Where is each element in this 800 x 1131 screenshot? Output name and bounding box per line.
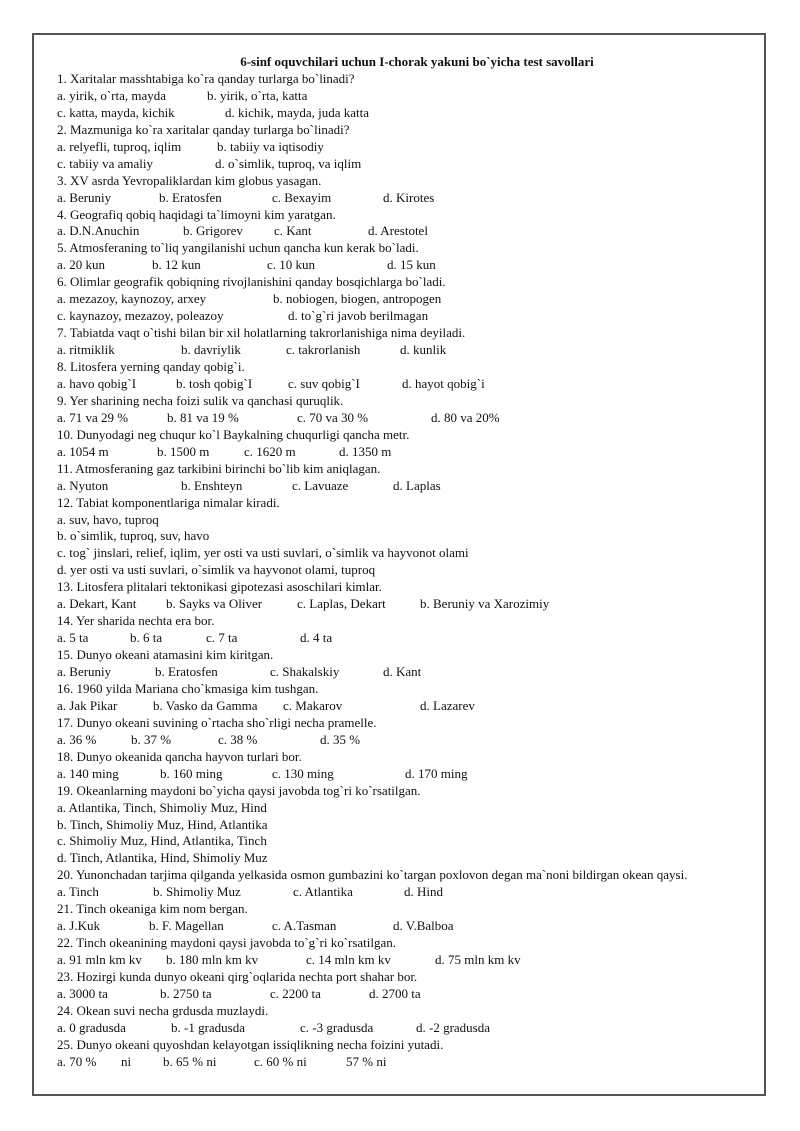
question-9: 9. Yer sharining necha foizi sulik va qanchasi quruqlik. bbox=[57, 392, 344, 408]
question-5: 5. Atmosferaning to`liq yangilanishi uchun qancha kun kerak bo`ladi. bbox=[57, 240, 419, 256]
question-22: 22. Tinch okeanining maydoni qaysi javobda to`g`ri ko`rsatilgan. bbox=[57, 935, 397, 951]
answer-row bbox=[57, 698, 757, 715]
question-21: 21. Tinch okeaniga kim nom bergan. bbox=[57, 901, 248, 917]
answer-option: c. tabiiy va amaliy bbox=[57, 155, 154, 171]
answer-option: a. 70 % bbox=[57, 1053, 97, 1069]
answer-option: a. Nyuton bbox=[57, 477, 109, 493]
answer-row bbox=[57, 257, 757, 274]
answer-option: c. 2200 ta bbox=[270, 985, 321, 1001]
answer-option: a. 71 va 29 % bbox=[57, 409, 129, 425]
answer-option: d. 170 ming bbox=[405, 765, 468, 781]
answer-option: a. J.Kuk bbox=[57, 918, 100, 934]
answer-row bbox=[57, 1054, 757, 1071]
answer-row bbox=[57, 884, 757, 901]
question-18: 18. Dunyo okeanida qancha hayvon turlari bor. bbox=[57, 748, 302, 764]
answer-option: b. 65 % ni bbox=[163, 1053, 217, 1069]
answer-option: a. relyefli, tuproq, iqlim bbox=[57, 138, 182, 154]
answer-option: b. F. Magellan bbox=[149, 918, 224, 934]
answer-option: b. o`simlik, tuproq, suv, havo bbox=[57, 528, 210, 544]
answer-row bbox=[57, 800, 757, 817]
answer-option: c. kaynazoy, mezazoy, poleazoy bbox=[57, 308, 224, 324]
answer-option: c. 14 mln km kv bbox=[306, 952, 391, 968]
answer-option: d. Arestotel bbox=[368, 223, 428, 239]
page-title: 6-sinf oquvchilari uchun I-chorak yakuni bo`yicha test savollari bbox=[240, 54, 594, 69]
answer-option: b. Tinch, Shimoliy Muz, Hind, Atlantika bbox=[57, 816, 268, 832]
answer-row bbox=[57, 410, 757, 427]
answer-option: a. 1054 m bbox=[57, 443, 109, 459]
answer-option: c. -3 gradusda bbox=[300, 1019, 374, 1035]
question-1: 1. Xaritalar masshtabiga ko`ra qanday turlarga bo`linadi? bbox=[57, 70, 355, 86]
answer-option: a. Atlantika, Tinch, Shimoliy Muz, Hind bbox=[57, 799, 267, 815]
answer-option: c. Atlantika bbox=[293, 884, 353, 900]
answer-row bbox=[57, 223, 757, 240]
answer-option: b. 12 kun bbox=[152, 257, 201, 273]
answer-option: c. Bexayim bbox=[272, 189, 332, 205]
answer-row bbox=[57, 1020, 757, 1037]
answer-row bbox=[57, 596, 757, 613]
answer-option: b. -1 gradusda bbox=[171, 1019, 246, 1035]
answer-option: c. 1620 m bbox=[244, 443, 296, 459]
answer-option: a. suv, havo, tuproq bbox=[57, 511, 159, 527]
answer-option: b. Shimoliy Muz bbox=[153, 884, 241, 900]
answer-option: d. 35 % bbox=[320, 731, 361, 747]
answer-option: d. Hind bbox=[404, 884, 443, 900]
answer-option: c. 60 % ni bbox=[254, 1053, 307, 1069]
answer-option: c. 10 kun bbox=[267, 257, 316, 273]
answer-option: b. tabiiy va iqtisodiy bbox=[217, 138, 324, 154]
answer-row bbox=[57, 291, 757, 308]
answer-option: d. Laplas bbox=[393, 477, 441, 493]
question-13: 13. Litosfera plitalari tektonikasi gipotezasi asoschilari kimlar. bbox=[57, 579, 382, 595]
answer-option: b. davriylik bbox=[181, 342, 241, 358]
answer-row bbox=[57, 545, 757, 562]
test-document bbox=[57, 54, 757, 1071]
answer-option: b. yirik, o`rta, katta bbox=[207, 87, 308, 103]
answer-row bbox=[57, 918, 757, 935]
answer-option: a. Beruniy bbox=[57, 664, 112, 679]
answer-option: a. Dekart, Kant bbox=[57, 596, 137, 612]
answer-option: c. tog` jinslari, relief, iqlim, yer osti va usti suvlari, o`simlik va hayvonot olami bbox=[57, 545, 469, 561]
answer-row bbox=[57, 528, 757, 545]
answer-option: a. havo qobig`I bbox=[57, 375, 137, 391]
answer-option: d. kunlik bbox=[400, 342, 447, 358]
answer-option: d. yer osti va usti suvlari, o`simlik va hayvonot olami, tuproq bbox=[57, 562, 376, 578]
answer-option: d. o`simlik, tuproq, va iqlim bbox=[215, 155, 362, 171]
answer-option: c. 38 % bbox=[218, 731, 258, 747]
answer-option: b. Enshteyn bbox=[181, 477, 243, 493]
answer-option: c. Shakalskiy bbox=[270, 664, 340, 679]
answer-option: d. V.Balboa bbox=[393, 918, 454, 934]
answer-option: b. tosh qobig`I bbox=[176, 375, 253, 391]
question-2: 2. Mazmuniga ko`ra xaritalar qanday turlarga bo`linadi? bbox=[57, 121, 350, 137]
answer-option: b. 180 mln km kv bbox=[166, 952, 259, 968]
answer-option: d. Lazarev bbox=[420, 697, 475, 713]
question-4: 4. Geografiq qobiq haqidagi ta`limoyni kim yaratgan. bbox=[57, 206, 336, 222]
answer-row bbox=[57, 308, 757, 325]
answer-option: a. 140 ming bbox=[57, 765, 119, 781]
answer-option: c. Laplas, Dekart bbox=[297, 596, 386, 612]
question-23: 23. Hozirgi kunda dunyo okeani qirg`oqlarida nechta port shahar bor. bbox=[57, 968, 418, 984]
answer-option: d. hayot qobig`i bbox=[402, 375, 485, 391]
answer-option: d. 80 va 20% bbox=[431, 409, 500, 425]
answer-row bbox=[57, 376, 757, 393]
question-20: 20. Yunonchadan tarjima qilganda yelkasida osmon gumbazini ko`targan poxlovon degan ma`noni bildirgan okean qaysi. bbox=[57, 867, 688, 883]
answer-option: a. 0 gradusda bbox=[57, 1019, 126, 1035]
answer-option: c. 70 va 30 % bbox=[297, 409, 369, 425]
question-6: 6. Olimlar geografik qobiqning rivojlanishini qanday bosqichlarga bo`ladi. bbox=[57, 274, 446, 290]
answer-row bbox=[57, 986, 757, 1003]
answer-option: d. Kirotes bbox=[383, 189, 435, 205]
answer-option: a. Beruniy bbox=[57, 189, 112, 205]
answer-option: c. Kant bbox=[274, 223, 312, 239]
answer-option: a. Tinch bbox=[57, 884, 99, 900]
question-25: 25. Dunyo okeani quyoshdan kelayotgan issiqlikning necha foizini yutadi. bbox=[57, 1036, 444, 1052]
answer-row bbox=[57, 766, 757, 783]
answer-option: ni bbox=[121, 1053, 132, 1069]
answer-row bbox=[57, 512, 757, 529]
question-12: 12. Tabiat komponentlariga nimalar kiradi. bbox=[57, 494, 280, 510]
answer-option: b. Grigorev bbox=[183, 223, 243, 239]
answer-option: d. to`g`ri javob berilmagan bbox=[288, 308, 429, 324]
answer-option: a. 91 mln km kv bbox=[57, 952, 142, 968]
question-3: 3. XV asrda Yevropaliklardan kim globus yasagan. bbox=[57, 172, 322, 188]
answer-option: a. ritmiklik bbox=[57, 342, 115, 358]
answer-option: b. 6 ta bbox=[130, 630, 163, 646]
question-16: 16. 1960 yilda Mariana cho`kmasiga kim tushgan. bbox=[57, 680, 319, 696]
answer-option: a. mezazoy, kaynozoy, arxey bbox=[57, 291, 207, 307]
answer-option: d. 4 ta bbox=[300, 630, 333, 646]
answer-option: b. nobiogen, biogen, antropogen bbox=[273, 291, 442, 307]
answer-row bbox=[57, 562, 757, 579]
answer-row bbox=[57, 105, 757, 122]
answer-option: c. 130 ming bbox=[272, 765, 334, 781]
answer-option: b. Eratosfen bbox=[155, 664, 218, 679]
answer-option: c. Lavuaze bbox=[292, 477, 349, 493]
answer-option: 57 % ni bbox=[346, 1053, 387, 1069]
answer-option: b. 1500 m bbox=[157, 443, 210, 459]
answer-option: d. 1350 m bbox=[339, 443, 392, 459]
answer-option: d. kichik, mayda, juda katta bbox=[225, 104, 370, 120]
answer-option: a. yirik, o`rta, mayda bbox=[57, 87, 167, 103]
answer-option: c. suv qobig`I bbox=[288, 375, 360, 391]
answer-option: b. Sayks va Oliver bbox=[166, 596, 263, 612]
question-15: 15. Dunyo okeani atamasini kim kiritgan. bbox=[57, 647, 274, 663]
answer-row bbox=[57, 342, 757, 359]
question-19: 19. Okeanlarning maydoni bo`yicha qaysi javobda tog`ri ko`rsatilgan. bbox=[57, 782, 421, 798]
answer-option: a. 20 kun bbox=[57, 257, 106, 273]
answer-row bbox=[57, 88, 757, 105]
answer-option: d. Kant bbox=[383, 664, 422, 679]
answer-row bbox=[57, 444, 757, 461]
answer-row bbox=[57, 139, 757, 156]
answer-option: c. 7 ta bbox=[206, 630, 238, 646]
answer-option: b. 37 % bbox=[131, 731, 172, 747]
answer-row bbox=[57, 817, 757, 834]
answer-option: d. 75 mln km kv bbox=[435, 952, 521, 968]
question-17: 17. Dunyo okeani suvining o`rtacha sho`rligi necha pramelle. bbox=[57, 714, 377, 730]
answer-row bbox=[57, 190, 757, 207]
answer-option: d. Tinch, Atlantika, Hind, Shimoliy Muz bbox=[57, 850, 268, 866]
answer-option: d. -2 gradusda bbox=[416, 1019, 491, 1035]
answer-row bbox=[57, 952, 757, 969]
answer-option: b. 81 va 19 % bbox=[167, 409, 239, 425]
answer-row bbox=[57, 664, 757, 681]
answer-option: d. 15 kun bbox=[387, 257, 436, 273]
answer-option: b. 2750 ta bbox=[160, 985, 212, 1001]
answer-row bbox=[57, 850, 757, 867]
question-8: 8. Litosfera yerning qanday qobig`i. bbox=[57, 359, 245, 374]
question-14: 14. Yer sharida nechta era bor. bbox=[57, 613, 215, 629]
answer-option: a. D.N.Anuchin bbox=[57, 223, 140, 239]
answer-row bbox=[57, 833, 757, 850]
answer-option: b. Beruniy va Xarozimiy bbox=[420, 596, 550, 612]
answer-option: c. katta, mayda, kichik bbox=[57, 104, 175, 120]
answer-option: c. Shimoliy Muz, Hind, Atlantika, Tinch bbox=[57, 833, 267, 849]
answer-option: c. takrorlanish bbox=[286, 342, 361, 358]
answer-option: a. Jak Pikar bbox=[57, 697, 118, 713]
answer-option: b. 160 ming bbox=[160, 765, 223, 781]
answer-option: d. 2700 ta bbox=[369, 985, 421, 1001]
answer-option: b. Eratosfen bbox=[159, 189, 222, 205]
question-7: 7. Tabiatda vaqt o`tishi bilan bir xil holatlarning takrorlanishiga nima deyiladi. bbox=[57, 325, 466, 341]
answer-option: a. 36 % bbox=[57, 731, 97, 747]
answer-option: c. Makarov bbox=[283, 697, 343, 713]
question-24: 24. Okean suvi necha grdusda muzlaydi. bbox=[57, 1002, 269, 1018]
answer-row bbox=[57, 630, 757, 647]
answer-option: c. A.Tasman bbox=[272, 918, 337, 934]
answer-row bbox=[57, 732, 757, 749]
answer-row bbox=[57, 478, 757, 495]
question-11: 11. Atmosferaning gaz tarkibini birinchi bo`lib kim aniqlagan. bbox=[57, 460, 381, 476]
answer-option: a. 3000 ta bbox=[57, 985, 108, 1001]
answer-row bbox=[57, 156, 757, 173]
question-10: 10. Dunyodagi neg chuqur ko`l Baykalning chuqurligi qancha metr. bbox=[57, 426, 410, 442]
answer-option: a. 5 ta bbox=[57, 630, 89, 646]
answer-option: b. Vasko da Gamma bbox=[153, 697, 258, 713]
